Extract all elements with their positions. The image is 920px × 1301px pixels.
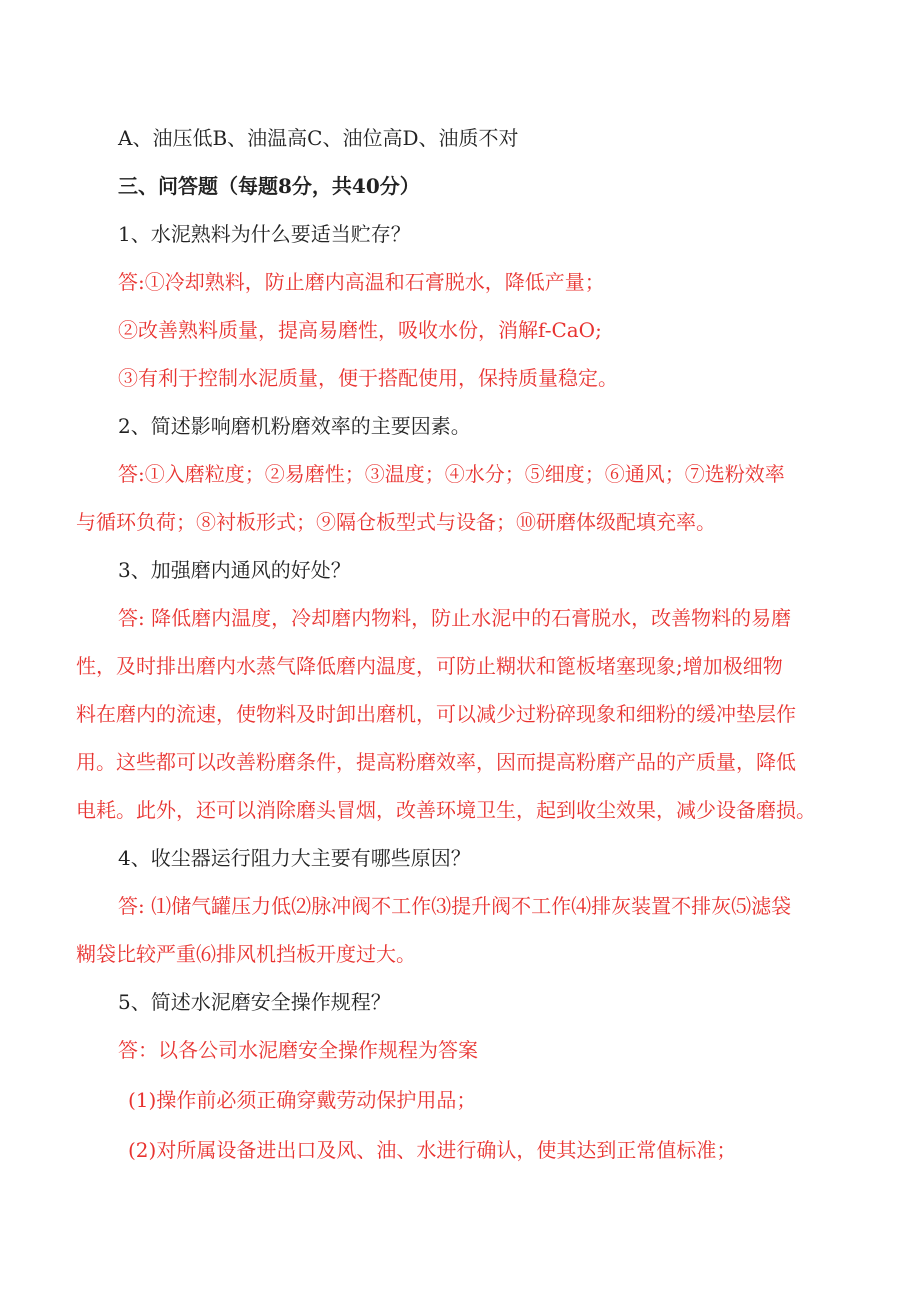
answer-3-line-2: 性，及时排出磨内水蒸气降低磨内温度，可防止糊状和篦板堵塞现象;增加极细物: [76, 654, 783, 678]
question-4: 4、收尘器运行阻力大主要有哪些原因？: [118, 846, 471, 870]
answer-3-line-5: 电耗。此外，还可以消除磨头冒烟，改善环境卫生，起到收尘效果，减少设备磨损。: [76, 798, 816, 822]
answer-3-line-1: 答: 降低磨内温度，冷却磨内物料，防止水泥中的石膏脱水，改善物料的易磨: [118, 606, 792, 630]
answer-5-line-1: 答：以各公司水泥磨安全操作规程为答案: [118, 1038, 478, 1062]
question-2: 2、简述影响磨机粉磨效率的主要因素。: [118, 414, 471, 438]
question-options: A、油压低B、油温高C、油位高D、油质不对: [118, 126, 519, 150]
answer-5-line-2: (1)操作前必须正确穿戴劳动保护用品；: [128, 1088, 477, 1112]
answer-1-line-3: ③有利于控制水泥质量，便于搭配使用，保持质量稳定。: [118, 366, 618, 390]
answer-1-line-1: 答:①冷却熟料，防止磨内高温和石膏脱水，降低产量；: [118, 270, 605, 294]
answer-5-line-3: (2)对所属设备进出口及风、油、水进行确认，使其达到正常值标准；: [128, 1138, 737, 1162]
question-3: 3、加强磨内通风的好处？: [118, 558, 351, 582]
question-5: 5、简述水泥磨安全操作规程？: [118, 990, 391, 1014]
question-1: 1、水泥熟料为什么要适当贮存？: [118, 222, 411, 246]
answer-4-line-2: 糊袋比较严重⑹排风机挡板开度过大。: [76, 942, 416, 966]
answer-2-line-2: 与循环负荷；⑧衬板形式；⑨隔仓板型式与设备；⑩研磨体级配填充率。: [76, 510, 716, 534]
section-heading: 三、问答题（每题8分，共40分）: [118, 174, 420, 198]
answer-1-line-2: ②改善熟料质量，提高易磨性，吸收水份，消解f-CaO;: [118, 318, 602, 342]
answer-3-line-4: 用。这些都可以改善粉磨条件，提高粉磨效率，因而提高粉磨产品的产质量，降低: [76, 750, 796, 774]
answer-4-line-1: 答: ⑴储气罐压力低⑵脉冲阀不工作⑶提升阀不工作⑷排灰装置不排灰⑸滤袋: [118, 894, 792, 918]
answer-3-line-3: 料在磨内的流速，使物料及时卸出磨机，可以减少过粉碎现象和细粉的缓冲垫层作: [76, 702, 796, 726]
answer-2-line-1: 答:①入磨粒度；②易磨性；③温度；④水分；⑤细度；⑥通风；⑦选粉效率: [118, 462, 785, 486]
